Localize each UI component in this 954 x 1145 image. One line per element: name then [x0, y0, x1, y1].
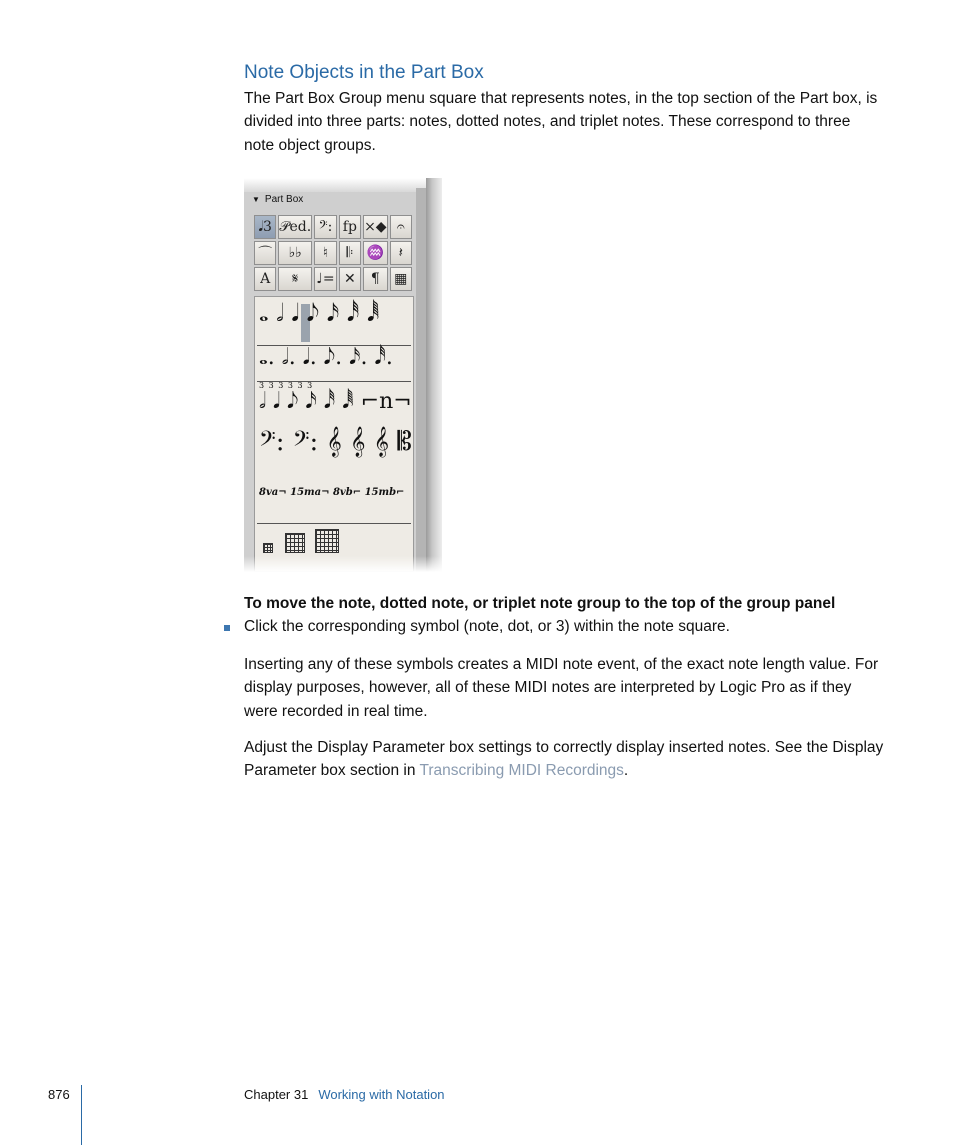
- ornament-group-tool: ♒: [363, 241, 388, 265]
- body-paragraph-adjust: [244, 736, 884, 783]
- large-grid-icon: [315, 529, 339, 553]
- clefs-row: 𝄢: 𝄢: 𝄞 𝄞 𝄞 𝄡: [259, 427, 412, 457]
- chapter-title-link[interactable]: Working with Notation: [318, 1087, 445, 1102]
- disclosure-triangle-icon: ▼: [252, 195, 260, 204]
- slur-group-tool: ⌒: [254, 241, 276, 265]
- medium-grid-icon: [285, 533, 305, 553]
- triplet-notes-row: 𝅗𝅥 𝅘𝅥 𝅘𝅥𝅮 𝅘𝅥𝅯 𝅘𝅥𝅰 𝅘𝅥𝅱 ⌐n¬: [259, 389, 412, 414]
- segno-group-tool: 𝄋: [278, 267, 312, 291]
- part-box-group-menu: [254, 215, 412, 291]
- panel-top-fade: [244, 178, 442, 192]
- panel-right-edge: [426, 178, 442, 572]
- repeat-group-tool: 𝄆: [339, 241, 361, 265]
- transcribing-midi-link[interactable]: Transcribing MIDI Recordings: [419, 762, 624, 780]
- natural-group-tool: ♮: [314, 241, 336, 265]
- row-divider: [257, 523, 411, 524]
- text-group-tool: A: [254, 267, 276, 291]
- chapter-label: Chapter 31: [244, 1087, 309, 1102]
- panel-bottom-fade: [244, 556, 442, 572]
- task-heading: To move the note, dotted note, or triplet note group to the top of the group panel: [244, 595, 836, 612]
- triplet-marks-row: 3 3 3 3 3 3: [259, 381, 314, 390]
- part-box-header: [252, 194, 303, 205]
- notes-row: 𝅝 𝅗𝅥 𝅘𝅥 𝅘𝅥𝅮 𝅘𝅥𝅯 𝅘𝅥𝅰 𝅘𝅥𝅱: [259, 299, 380, 327]
- dynamics-group-tool: fp: [339, 215, 361, 239]
- note-group-tool: 𝅘𝅥3: [254, 215, 276, 239]
- dotted-notes-row: 𝅝. 𝅗𝅥. 𝅘𝅥. 𝅘𝅥𝅮. 𝅘𝅥𝅯. 𝅘𝅥𝅰.: [259, 345, 393, 370]
- rest-group-tool: 𝄽: [390, 241, 412, 265]
- chord-grid-group-tool: ▦: [390, 267, 412, 291]
- part-box-screenshot: [244, 178, 442, 572]
- para3-text: Adjust the Display Parameter box settings to correctly display inserted notes. See the Display Parameter box section in: [244, 739, 884, 780]
- bullet-text: Click the corresponding symbol (note, dot, or 3) within the note square.: [244, 618, 730, 635]
- bullet-square-icon: [224, 625, 230, 631]
- footer-chapter: [244, 1087, 445, 1102]
- notehead-group-tool: ×◆: [363, 215, 388, 239]
- octave-row: 8va¬ 15ma¬ 8vb⌐ 15mb⌐: [259, 487, 405, 498]
- accidental-group-tool: ♭♭: [278, 241, 312, 265]
- footer-rule: [81, 1085, 82, 1145]
- para3-suffix: .: [623, 762, 629, 780]
- panel-scroll-track: [416, 188, 426, 572]
- crossfade-group-tool: ✕: [339, 267, 361, 291]
- clef-group-tool: 𝄢:: [314, 215, 336, 239]
- section-heading: Note Objects in the Part Box: [244, 62, 484, 83]
- note-square: [254, 296, 414, 572]
- fermata-group-tool: 𝄐: [390, 215, 412, 239]
- part-box-title: Part Box: [264, 194, 304, 205]
- pedal-group-tool: 𝒫ed.: [278, 215, 312, 239]
- body-paragraph-inserting: Inserting any of these symbols creates a MIDI note event, of the exact note length value. For display purposes, however, all of these MIDI notes are interpreted by Logic Pro as if they were recorded in real time.: [244, 656, 879, 720]
- page-number: 876: [48, 1087, 70, 1102]
- tempo-group-tool: ♩=: [314, 267, 336, 291]
- paragraph-group-tool: ¶: [363, 267, 388, 291]
- intro-paragraph: The Part Box Group menu square that represents notes, in the top section of the Part box, is divided into three parts: notes, dotted notes, and triplet notes. These correspond to three note object groups.: [244, 90, 878, 154]
- small-grid-icon: [263, 543, 273, 553]
